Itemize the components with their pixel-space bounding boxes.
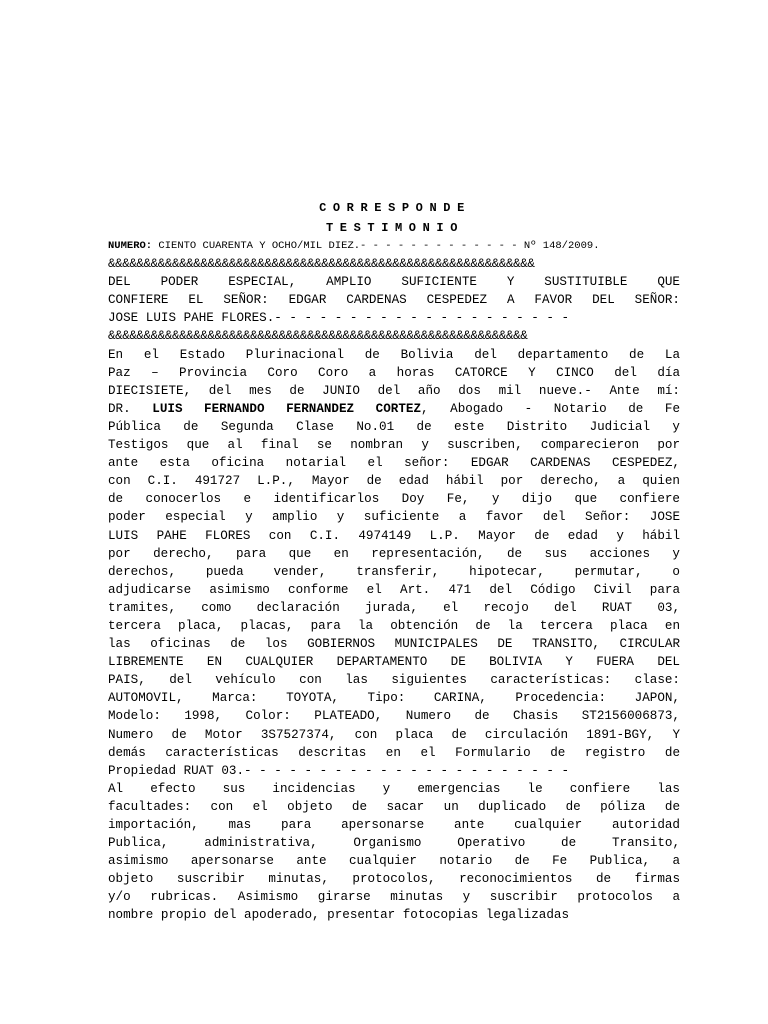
text-line: importación, mas para apersonarse ante cualquier autoridad [108,818,680,832]
title-line: JOSE LUIS PAHE FLORES.- - - - - - - - - - - - - - - - - - - - [108,311,570,326]
text-line: DIECISIETE, del mes de JUNIO del año dos mil nueve.- Ante mí: [108,383,680,398]
text-line: las oficinas de los GOBIERNOS MUNICIPALES DE TRANSITO, CIRCULAR [108,637,680,652]
text-line: objeto suscribir minutas, protocolos, reconocimientos de firmas [108,872,680,887]
text-line: Al efecto sus incidencias y emergencias le confiere las [108,781,680,796]
heading-testimonio: TESTIMONIO [325,221,464,235]
text-line: Pública de Segunda Clase No.01 de este Distrito Judicial y [108,419,680,434]
heading-corresponde: CORRESPONDE [319,201,471,215]
numero-line [108,237,680,255]
numero-label: NUMERO: [108,240,153,252]
document-body [108,237,680,925]
text-line: Propiedad RUAT 03.- - - - - - - - - - - - - - - - - - - - - - [108,763,570,778]
text-line: ante esta oficina notarial el señor: EDGAR CARDENAS CESPEDEZ, [108,456,680,471]
separator-line: &&&&&&&&&&&&&&&&&&&&&&&&&&&&&&&&&&&&&&&&&&&&&&&&&&&&&&&&&&& [108,329,528,344]
text-line: tercera placa, placas, para la obtención de la tercera placa en [108,618,680,633]
text-line: de conocerlos e identificarlos Doy Fe, y dijo que confiere [108,492,680,507]
text-line: nombre propio del apoderado, presentar fotocopias legalizadas [108,908,570,923]
notary-name: LUIS FERNANDO FERNANDEZ CORTEZ [152,401,422,416]
text-line: adjudicarse asimismo conforme el Art. 471 del Código Civil para [108,582,680,597]
notary-role: , Abogado - Notario de Fe [421,401,681,416]
text-line: Modelo: 1998, Color: PLATEADO, Numero de Chasis ST2156006873, [108,709,680,724]
text-line: y/o rubricas. Asimismo girarse minutas y suscribir protocolos a [108,890,680,905]
text-line: asimismo apersonarse ante cualquier notario de Fe Publica, a [108,854,680,869]
text-line: LIBREMENTE EN CUALQUIER DEPARTAMENTO DE BOLIVIA Y FUERA DEL [108,655,680,670]
text-line: LUIS PAHE FLORES con C.I. 4974149 L.P. Mayor de edad y hábil [108,528,680,543]
text-line: tramites, como declaración jurada, el recojo del RUAT 03, [108,600,680,615]
text-line: poder especial y amplio y suficiente a favor del Señor: JOSE [108,510,680,525]
text-line: Numero de Motor 3S7527374, con placa de circulación 1891-BGY, Y [108,727,680,742]
notary-title: DR. [108,401,131,416]
title-line: DEL PODER ESPECIAL, AMPLIO SUFICIENTE Y SUSTITUIBLE QUE [108,275,680,290]
separator-line: &&&&&&&&&&&&&&&&&&&&&&&&&&&&&&&&&&&&&&&&&&&&&&&&&&&&&&&&&&&& [108,257,535,272]
text-line: En el Estado Plurinacional de Bolivia del departamento de La [108,347,680,362]
text-line: Publica, administrativa, Organismo Operativo de Transito, [108,836,680,851]
text-line: demás características descritas en el Formulario de registro de [108,745,680,760]
text-line: Testigos que al final se nombran y suscriben, comparecieron por [108,438,680,453]
numero-text: CIENTO CUARENTA Y OCHO/MIL DIEZ.- - - - - - - - - - - - - [152,240,518,252]
text-line: PAIS, del vehículo con las siguientes características: clase: [108,673,680,688]
text-line: Paz – Provincia Coro Coro a horas CATORCE Y CINCO del día [108,365,680,380]
text-line [108,400,680,418]
numero-ref: Nº 148/2009. [517,240,600,252]
text-line: AUTOMOVIL, Marca: TOYOTA, Tipo: CARINA, Procedencia: JAPON, [108,691,680,706]
title-line: CONFIERE EL SEÑOR: EDGAR CARDENAS CESPEDEZ A FAVOR DEL SEÑOR: [108,293,680,308]
text-line: por derecho, para que en representación, de sus acciones y [108,546,680,561]
text-line: con C.I. 491727 L.P., Mayor de edad hábil por derecho, a quien [108,474,680,489]
text-line: derechos, pueda vender, transferir, hipotecar, permutar, o [108,564,680,579]
text-line: facultades: con el objeto de sacar un duplicado de póliza de [108,799,680,814]
